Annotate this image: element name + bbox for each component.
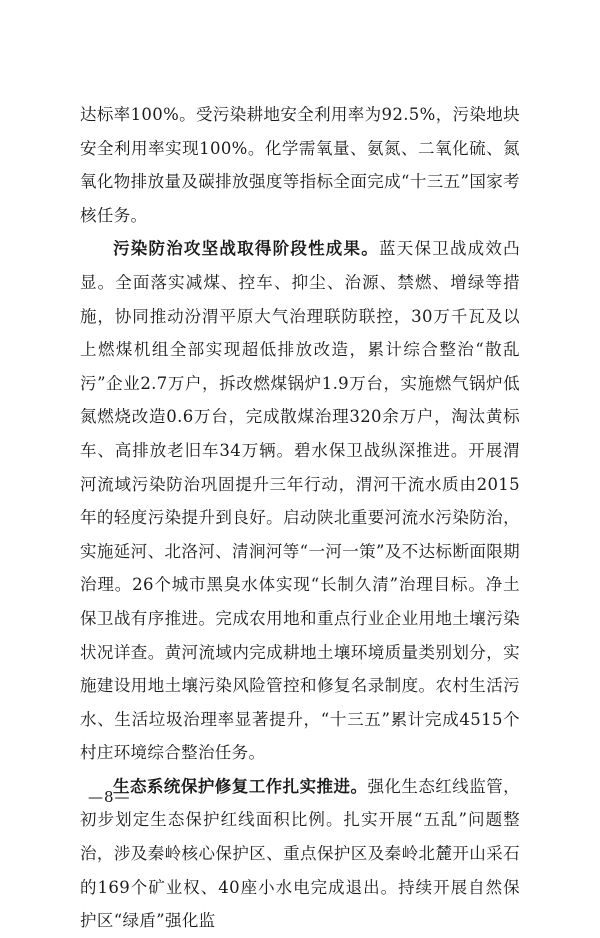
page-number: —8— xyxy=(88,788,131,806)
paragraph-body: 蓝天保卫战成效凸显。全面落实减煤、控车、抑尘、治源、禁燃、增绿等措施，协同推动汾渭平原大气治理联防联控，30万千瓦及以上燃煤机组全部实现超低排放改造，累计综合整治“散乱污”企业2.7万户，拆改燃煤锅炉1.9万台，实施燃气锅炉低氮燃烧改造0.6万台，完成散煤治理320余万户，淘汰黄标车、高排放老旧车34万辆。碧水保卫战纵深推进。开展渭河流域污染防治巩固提升三年行动，渭河干流水质由2015年的轻度污染提升到良好。启动陕北重要河流水污染防治，实施延河、北洛河、清涧河等“一河一策”及不达标断面限期治理。26个城市黑臭水体实现“长制久清”治理目标。净土保卫战有序推进。完成农用地和重点行业企业用地土壤污染状况详查。黄河流域内完成耕地土壤环境质量类别划分，实施建设用地土壤污染风险管控和修复名录制度。农村生活污水、生活垃圾治理率显著提升，“十三五”累计完成4515个村庄环境综合整治任务。 xyxy=(80,239,521,763)
body-text xyxy=(80,98,520,938)
paragraph-body: 强化生态红线监管，初步划定生态保护红线面积比例。扎实开展“五乱”问题整治，涉及秦岭核心保护区、重点保护区及秦岭北麓开山采石的169个矿业权、40座小水电完成退出。持续开展自然保护区“绿盾”强化监 xyxy=(80,776,521,931)
paragraph-body: 达标率100%。受污染耕地安全利用率为92.5%，污染地块安全利用率实现100%。化学需氧量、氨氮、二氧化硫、氮氧化物排放量及碳排放强度等指标全面完成“十三五”国家考核任务。 xyxy=(80,105,520,225)
paragraph-heading: 生态系统保护修复工作扎实推进。 xyxy=(113,776,368,796)
paragraph-pollution-prevention xyxy=(80,232,520,770)
paragraph-ecosystem-protection xyxy=(80,770,520,938)
paragraph-heading: 污染防治攻坚战取得阶段性成果。 xyxy=(113,239,380,259)
paragraph-continued xyxy=(80,98,520,232)
